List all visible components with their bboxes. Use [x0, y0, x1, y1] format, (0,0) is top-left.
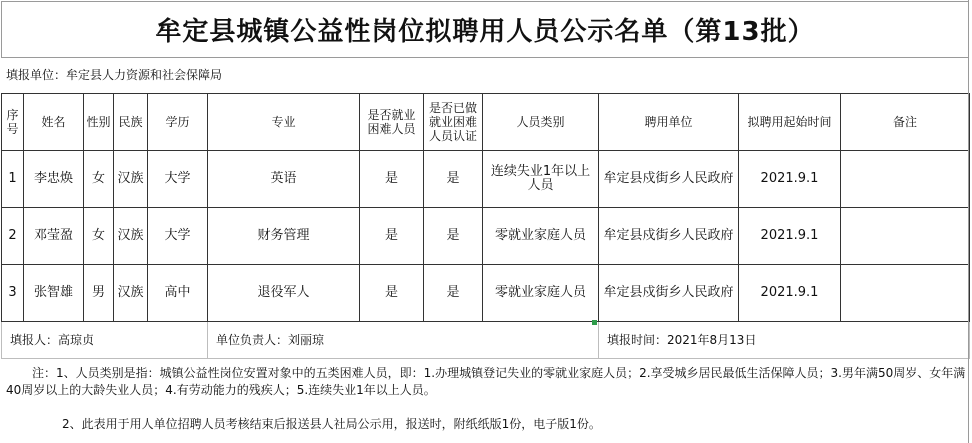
cell-name: 李忠焕 — [24, 151, 84, 208]
cell-hard-to-employ: 是 — [360, 265, 424, 322]
cell-employer: 牟定县戍街乡人民政府 — [599, 151, 739, 208]
header-ethnic: 民族 — [114, 94, 148, 151]
cell-seq: 1 — [2, 151, 24, 208]
header-certified: 是否已做就业困难人员认证 — [424, 94, 483, 151]
cell-major: 财务管理 — [208, 208, 360, 265]
cell-certified: 是 — [424, 208, 483, 265]
header-employer: 聘用单位 — [599, 94, 739, 151]
cell-name: 邓莹盈 — [24, 208, 84, 265]
cell-certified: 是 — [424, 151, 483, 208]
cell-remark — [841, 151, 970, 208]
cell-start-date: 2021.9.1 — [739, 151, 841, 208]
filler-label: 填报人：高琼贞 — [2, 322, 208, 359]
cell-start-date: 2021.9.1 — [739, 208, 841, 265]
table-row — [2, 151, 970, 208]
cell-education: 高中 — [148, 265, 208, 322]
header-category: 人员类别 — [483, 94, 599, 151]
sheet-edge — [968, 0, 969, 443]
cell-remark — [841, 265, 970, 322]
cell-hard-to-employ: 是 — [360, 151, 424, 208]
signature-row — [2, 322, 970, 359]
cell-ethnic: 汉族 — [114, 208, 148, 265]
cell-major: 退役军人 — [208, 265, 360, 322]
reporting-unit: 填报单位：牟定县人力资源和社会保障局 — [6, 68, 223, 82]
cell-name: 张智雄 — [24, 265, 84, 322]
cell-cursor-marker — [592, 320, 597, 325]
leader-label: 单位负责人：刘丽琼 — [208, 322, 599, 359]
cell-gender: 女 — [84, 208, 114, 265]
cell-ethnic: 汉族 — [114, 265, 148, 322]
header-education: 学历 — [148, 94, 208, 151]
cell-category: 零就业家庭人员 — [483, 208, 599, 265]
cell-gender: 男 — [84, 265, 114, 322]
note-1: 注：1、人员类别是指：城镇公益性岗位安置对象中的五类困难人员，即：1.办理城镇登记失业的零就业家庭人员；2.享受城乡居民最低生活保障人员；3.男年满50周岁、女年满40周岁以上的大龄失业人员；4.有劳动能力的残疾人；5.连续失业1年以上人员。 — [6, 366, 966, 397]
personnel-table — [1, 93, 970, 359]
table-row — [2, 208, 970, 265]
table-row — [2, 265, 970, 322]
header-start-date: 拟聘用起始时间 — [739, 94, 841, 151]
cell-hard-to-employ: 是 — [360, 208, 424, 265]
cell-employer: 牟定县戍街乡人民政府 — [599, 208, 739, 265]
cell-category: 零就业家庭人员 — [483, 265, 599, 322]
header-remark: 备注 — [841, 94, 970, 151]
cell-category: 连续失业1年以上人员 — [483, 151, 599, 208]
header-major: 专业 — [208, 94, 360, 151]
cell-education: 大学 — [148, 208, 208, 265]
cell-seq: 3 — [2, 265, 24, 322]
header-name: 姓名 — [24, 94, 84, 151]
cell-ethnic: 汉族 — [114, 151, 148, 208]
table-header-row — [2, 94, 970, 151]
cell-major: 英语 — [208, 151, 360, 208]
page-title: 牟定县城镇公益性岗位拟聘用人员公示名单（第13批） — [1, 1, 969, 58]
header-gender: 性别 — [84, 94, 114, 151]
cell-gender: 女 — [84, 151, 114, 208]
fill-date-label: 填报时间：2021年8月13日 — [599, 322, 970, 359]
cell-remark — [841, 208, 970, 265]
cell-education: 大学 — [148, 151, 208, 208]
cell-employer: 牟定县戍街乡人民政府 — [599, 265, 739, 322]
note-2: 2、此表用于用人单位招聘人员考核结束后报送县人社局公示用，报送时，附纸纸版1份，电子版1份。 — [62, 417, 601, 431]
notes — [6, 365, 966, 433]
cell-start-date: 2021.9.1 — [739, 265, 841, 322]
header-seq: 序号 — [2, 94, 24, 151]
cell-certified: 是 — [424, 265, 483, 322]
header-hard-to-employ: 是否就业困难人员 — [360, 94, 424, 151]
cell-seq: 2 — [2, 208, 24, 265]
